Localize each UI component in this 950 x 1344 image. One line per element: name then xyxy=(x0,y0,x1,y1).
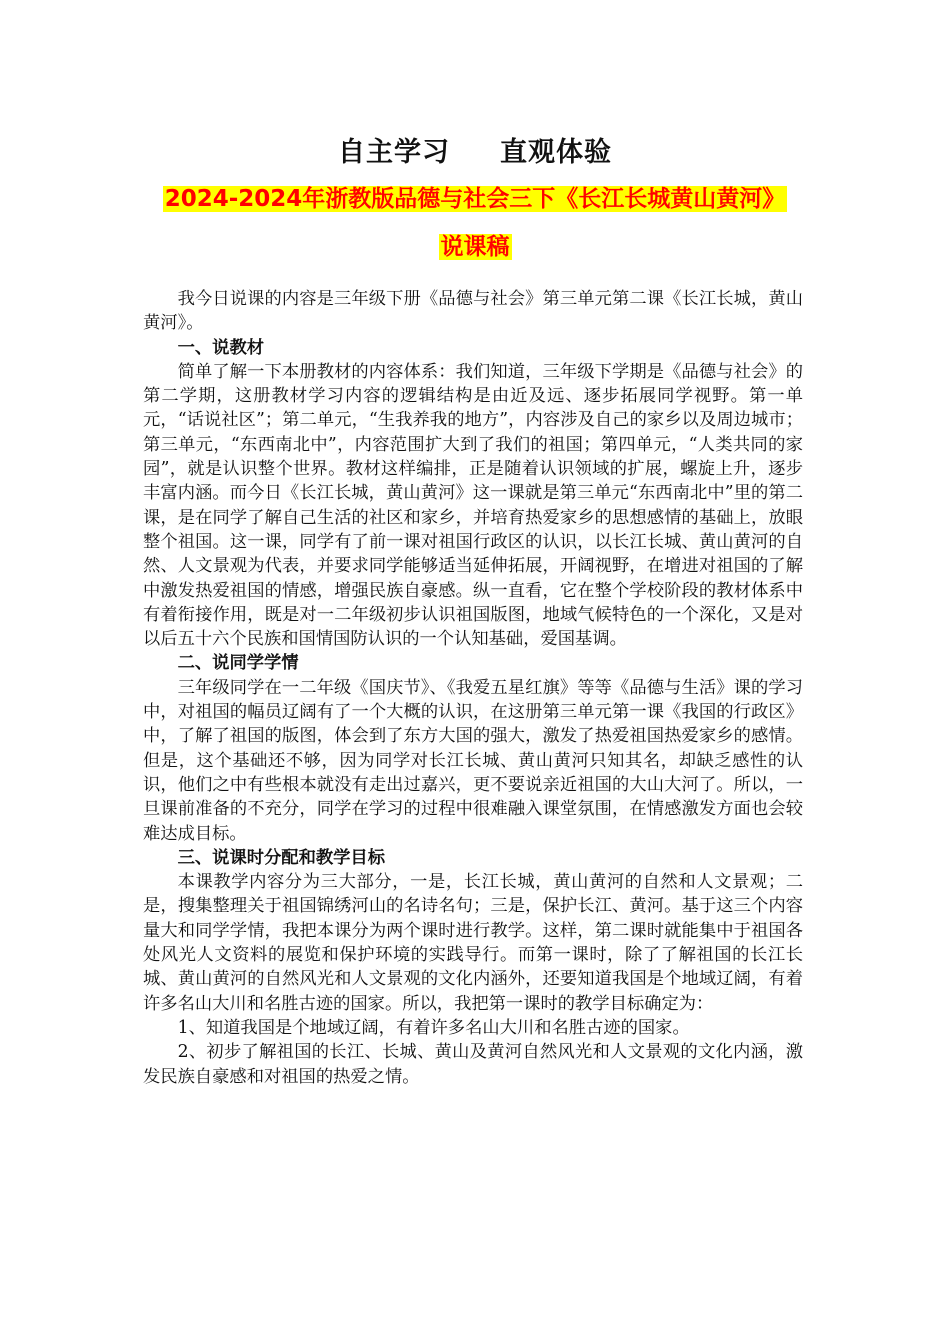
paragraph: 简单了解一下本册教材的内容体系：我们知道，三年级下学期是《品德与社会》的第二学期，这册教材学习内容的逻辑结构是由近及远、逐步拓展同学视野。第一单元，“话说社区”；第二单元，“生我养我的地方”，内容涉及自己的家乡以及周边城市；第三单元，“东西南北中”，内容范围扩大到了我们的祖国；第四单元，“人类共同的家园”，就是认识整个世界。教材这样编排，正是随着认识领域的扩展，螺旋上升，逐步丰富内涵。而今日《长江长城，黄山黄河》这一课就是第三单元“东西南北中”里的第二课，是在同学了解自己生活的社区和家乡，并培育热爱家乡的思想感情的基础上，放眼整个祖国。这一课，同学有了前一课对祖国行政区的认识，以长江长城、黄山黄河的自然、人文景观为代表，并要求同学能够适当延伸拓展，开阔视野，在增进对祖国的了解中激发热爱祖国的情感，增强民族自豪感。纵一直看，它在整个学校阶段的教材体系中有着衔接作用，既是对一二年级初步认识祖国版图，地域气候特色的一个深化，又是对以后五十六个民族和国情国防认识的一个认知基础，爱国基调。 xyxy=(143,361,803,650)
title-part-2: 直观体验 xyxy=(500,137,612,168)
objective-item: 1、知道我国是个地域辽阔，有着许多名山大川和名胜古迹的国家。 xyxy=(177,1017,690,1038)
highlighted-subtitle: 2024-2024年浙教版品德与社会三下《长江长城黄山黄河》 xyxy=(164,186,786,212)
section-heading-students: 二、说同学学情 xyxy=(177,653,299,674)
section-heading-textbook: 一、说教材 xyxy=(177,337,265,358)
paragraph: 本课教学内容分为三大部分，一是，长江长城，黄山黄河的自然和人文景观；二是，搜集整理关于祖国锦绣河山的名诗名句；三是，保护长江、黄河。基于这三个内容量大和同学学情，我把本课分为两个课时进行教学。这样，第二课时就能集中于祖国各处风光人文资料的展览和保护环境的实践导行。而第一课时，除了了解祖国的长江长城、黄山黄河的自然风光和人文景观的文化内涵外，还要知道我国是个地域辽阔，有着许多名山大川和名胜古迹的国家。所以，我把第一课时的教学目标确定为： xyxy=(143,872,803,1014)
paragraph: 三年级同学在一二年级《国庆节》、《我爱五星红旗》等等《品德与生活》课的学习中，对祖国的幅员辽阔有了一个大概的认识，在这册第三单元第一课《我国的行政区》中，了解了祖国的版图，体会到了东方大国的强大，激发了热爱祖国热爱家乡的感情。但是，这个基础还不够，因为同学对长江长城、黄山黄河只知其名，却缺乏感性的认识，他们之中有些根本就没有走出过嘉兴，更不要说亲近祖国的大山大河了。所以，一旦课前准备的不充分，同学在学习的过程中很难融入课堂氛围，在情感激发方面也会较难达成目标。 xyxy=(143,677,803,844)
intro-paragraph: 我今日说课的内容是三年级下册《品德与社会》第三单元第二课《长江长城，黄山黄河》。 xyxy=(143,289,803,334)
document-title xyxy=(0,130,950,169)
objective-item: 2、初步了解祖国的长江、长城、黄山及黄河自然风光和人文景观的文化内涵，激发民族自豪感和对祖国的热爱之情。 xyxy=(143,1042,803,1087)
highlighted-subtitle-2: 说课稿 xyxy=(440,234,510,260)
section-heading-objectives: 三、说课时分配和教学目标 xyxy=(177,847,385,868)
document-body xyxy=(143,287,803,1089)
subtitle-line-1 xyxy=(0,182,950,216)
title-part-1: 自主学习 xyxy=(338,137,450,168)
subtitle-line-2 xyxy=(0,230,950,264)
